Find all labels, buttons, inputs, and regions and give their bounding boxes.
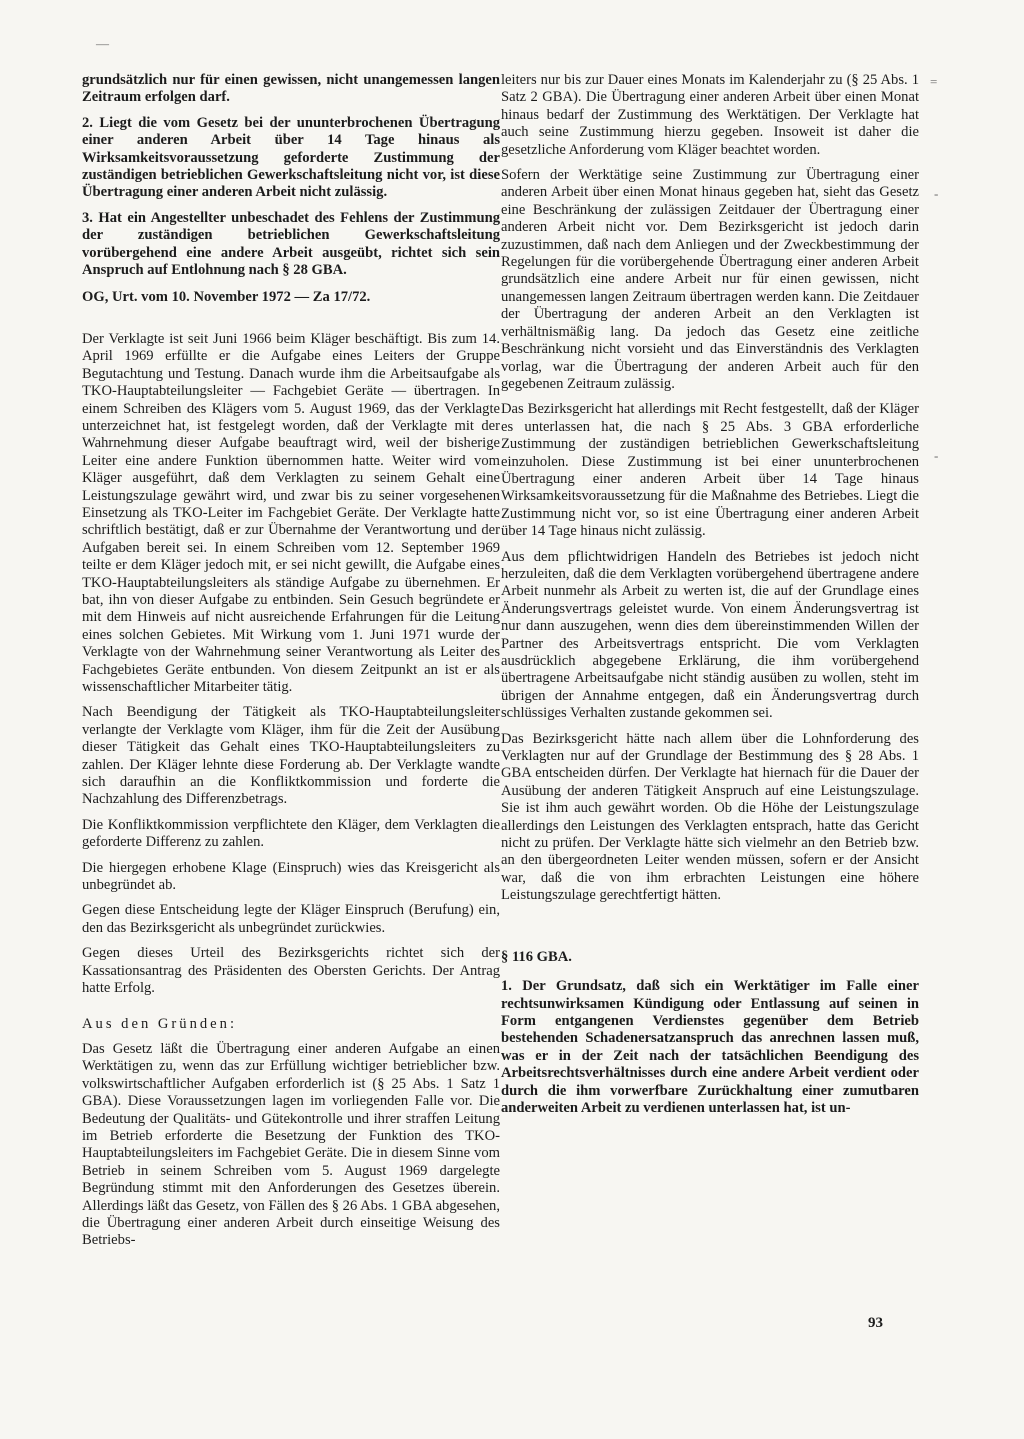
scan-mark-right-3: - — [934, 448, 939, 463]
left-paragraph-6: Die Konfliktkommission verpflichtete den Kläger, dem Verklagten die geforderte Differenz zu zahlen. — [82, 816, 500, 851]
right-paragraph-5: § 116 GBA. — [501, 948, 572, 965]
right-paragraph-0: leiters nur bis zur Dauer eines Monats im Kalenderjahr zu (§ 25 Abs. 1 Satz 2 GBA). Die Übertragung einer anderen Arbeit über einen Monat hinaus bedarf der Zustimmung des Werktätigen. Der Verklagte hat auch seine Zustimmung hierzu gegeben. Insoweit ist daher die gesetzliche Anforderung vom Kläger beachtet worden. — [501, 72, 919, 158]
left-paragraph-4: Der Verklagte ist seit Juni 1966 beim Kläger beschäftigt. Bis zum 14. April 1969 erfüllte er die Aufgabe eines Leiters der Gruppe Begutachtung und Testung. Danach wurde ihm die Arbeitsaufgabe als TKO-Hauptabteilungsleiter — Fachgebiet Geräte — übertragen. In einem Schreiben des Klägers vom 5. August 1969, das der Verklagte unterzeichnet hat, ist festgelegt worden, daß der Verklagte mit der Wahrnehmung dieser Aufgabe beauftragt wird, weil der bisherige Leiter eine andere Funktion übernommen hatte. Weiter wird vom Kläger ausgeführt, daß dem Verklagten zu seinem Gehalt eine Leistungszulage gewährt wird, und zwar bis zu seiner vorgesehenen Einsetzung als TKO-Leiter im Fachgebiet Geräte. Der Verklagte hatte schriftlich bestätigt, daß er zur Übernahme der Verantwortung und der Aufgaben bereit sei. In einem Schreiben vom 12. September 1969 teilte er dem Kläger jedoch mit, er sei nicht gewillt, die Aufgabe eines TKO-Hauptabteilungsleiters als ständige Aufgabe zu übernehmen. Er bat, ihn von dieser Aufgabe zu entbinden. Sein Gesuch begründete er mit dem Hinweis auf nicht ausreichende Erfahrungen für die Leitung eines solchen Gebietes. Mit Wirkung vom 1. Juni 1971 wurde der Verklagte von der Wahrnehmung seiner Verantwortung als Leiter des Fachgebietes Geräte entbunden. Von diesem Zeitpunkt an ist er als wissenschaftlicher Mitarbeiter tätig. — [82, 330, 500, 695]
left-paragraph-10: Aus den Gründen: — [82, 1015, 238, 1032]
scan-mark-right-1: = — [930, 74, 938, 89]
right-paragraph-4: Das Bezirksgericht hätte nach allem über die Lohnforderung des Verklagten nur auf der Grundlage der Bestimmung des § 28 Abs. 1 GBA entscheiden dürfen. Der Verklagte hat hiernach für die Dauer der Ausübung der anderen Tätigkeit Anspruch auf eine Leistungszulage. Sie ist ihm auch gewährt worden. Ob die Höhe der Leistungszulage allerdings den Leistungen des Verklagten entsprach, hatte das Gericht nicht zu prüfen. Der Verklagte hätte sich vielmehr an den Betrieb bzw. an den übergeordneten Leiter wenden müssen, sofern er der Ansicht war, daß die von ihm erbrachten Leistungen eine höhere Leistungszulage gerechtfertigt hätten. — [501, 730, 919, 904]
right-paragraph-2: Das Bezirksgericht hat allerdings mit Recht festgestellt, daß der Kläger es unterlassen hat, die nach § 25 Abs. 3 GBA erforderliche Zustimmung der zuständigen betrieblichen Gewerkschaftsleitung einzuholen. Diese Zustimmung ist bei einer ununterbrochenen Übertragung einer anderen Arbeit über 14 Tage hinaus Wirksamkeitsvoraussetzung für die Maßnahme des Betriebes. Liegt die Zustimmung nicht vor, so ist eine Übertragung einer anderen Arbeit über 14 Tage hinaus nicht zulässig. — [501, 401, 919, 540]
left-paragraph-2: 3. Hat ein Angestellter unbeschadet des Fehlens der Zustimmung der zuständigen betrieblichen Gewerkschaftsleitung vorübergehend eine andere Arbeit ausgeübt, richtet sich sein Anspruch auf Entlohnung nach § 28 GBA. — [82, 209, 500, 279]
right-paragraph-3: Aus dem pflichtwidrigen Handeln des Betriebes ist jedoch nicht herzuleiten, daß die dem Verklagten vorübergehend übertragene andere Arbeit nunmehr als Arbeit zu werten ist, die auf der Grundlage eines Änderungsvertrags geleistet wurde. Von einem Änderungsvertrag ist nur dann auszugehen, wenn dies dem übereinstimmenden Willen der Partner des Arbeitsvertrags entspricht. Die vom Verklagten ausdrücklich abgegebene Erklärung, die ihm vorübergehend übertragene Arbeitsaufgabe nicht ständig ausüben zu wollen, steht im übrigen der Annahme entgegen, daß ein Änderungsvertrag durch schlüssiges Verhalten zustande gekommen sei. — [501, 548, 919, 722]
text-column-left — [82, 72, 500, 1258]
scan-mark-top-left: — — [96, 36, 109, 51]
left-paragraph-1: 2. Liegt die vom Gesetz bei der ununterbrochenen Übertragung einer anderen Arbeit über 14 Tage hinaus als Wirksamkeitsvoraussetzung geforderte Zustimmung der zuständigen betrieblichen Gewerkschaftsleitung nicht vor, ist diese Übertragung einer anderen Arbeit nicht zulässig. — [82, 114, 500, 201]
left-paragraph-0: grundsätzlich nur für einen gewissen, nicht unangemessen langen Zeitraum erfolgen darf. — [82, 72, 500, 106]
left-paragraph-8: Gegen diese Entscheidung legte der Kläger Einspruch (Berufung) ein, den das Bezirksgericht als unbegründet zurückwies. — [82, 902, 500, 936]
scan-mark-right-2: - — [934, 186, 939, 201]
text-column-right — [501, 72, 919, 1125]
left-paragraph-11: Das Gesetz läßt die Übertragung einer anderen Aufgabe an einen Werktätigen zu, wenn das zur Erfüllung wichtiger betrieblicher bzw. volkswirtschaftlicher Aufgaben erforderlich ist (§ 25 Abs. 1 Satz 1 GBA). Diese Voraussetzungen lagen im vorliegenden Falle vor. Die Bedeutung der Qualitäts- und Gütekontrolle und ihrer straffen Leitung im Betrieb erforderte die Besetzung der Funktion des TKO-Hauptabteilungsleiters im Fachgebiet Geräte. Die in diesem Sinne vom Betrieb in seinem Schreiben vom 5. August 1969 dargelegte Begründung stimmt mit den Anforderungen des Gesetzes überein. Allerdings läßt das Gesetz, von Fällen des § 26 Abs. 1 GBA abgesehen, die Übertragung einer anderen Arbeit durch einseitige Weisung des Betriebs- — [82, 1040, 500, 1249]
right-paragraph-1: Sofern der Werktätige seine Zustimmung zur Übertragung einer anderen Arbeit über einen Monat hinaus gegeben hat, sieht das Gesetz eine Beschränkung der zulässigen Zeitdauer der Übertragung einer anderen Arbeit nicht vor. Dem Bezirksgericht ist jedoch darin zuzustimmen, daß nach dem Anliegen und der Zweckbestimmung der Regelungen für die vorübergehende Übertragung einer anderen Arbeit grundsätzlich eine andere Arbeit nur für einen gewissen, nicht unangemessen langen Zeitraum übertragen werden kann. Die Zeitdauer der Übertragung der anderen Arbeit an den Verklagten ist verhältnismäßig lang. Da jedoch das Gesetz eine zeitliche Beschränkung nicht vorsieht und das Einverständnis des Verklagten vorlag, war die Übertragung der anderen Arbeit auch für den gegebenen Zeitraum zulässig. — [501, 167, 919, 392]
left-paragraph-9: Gegen dieses Urteil des Bezirksgerichts richtet sich der Kassationsantrag des Präsidenten des Obersten Gerichts. Der Antrag hatte Erfolg. — [82, 945, 500, 997]
left-paragraph-5: Nach Beendigung der Tätigkeit als TKO-Hauptabteilungsleiter verlangte der Verklagte vom Kläger, ihm für die Zeit der Ausübung dieser Tätigkeit das Gehalt eines TKO-Hauptabteilungsleiters zu zahlen. Der Kläger lehnte diese Forderung ab. Der Verklagte wandte sich daraufhin an die Konfliktkommission und forderte die Nachzahlung des Differenzbetrags. — [82, 704, 500, 808]
left-paragraph-7: Die hiergegen erhobene Klage (Einspruch) wies das Kreisgericht als unbegründet ab. — [82, 859, 500, 894]
page-number: 93 — [868, 1315, 883, 1331]
left-paragraph-3: OG, Urt. vom 10. November 1972 — Za 17/72. — [82, 289, 371, 306]
right-paragraph-6: 1. Der Grundsatz, daß sich ein Werktätiger im Falle einer rechtsunwirksamen Kündigung oder Entlassung auf seinen in Form entgangenen Verdienstes gegenüber dem Betrieb bestehenden Schadenersatzanspruch das anrechnen lassen muß, was er in der Zeit nach der tatsächlichen Beendigung des Arbeitsrechtsverhältnisses durch eine andere Arbeit verdient oder durch die ihm vorwerfbare Zurückhaltung einer zumutbaren anderweiten Arbeit zu verdienen unterlassen hat, ist un- — [501, 978, 919, 1116]
